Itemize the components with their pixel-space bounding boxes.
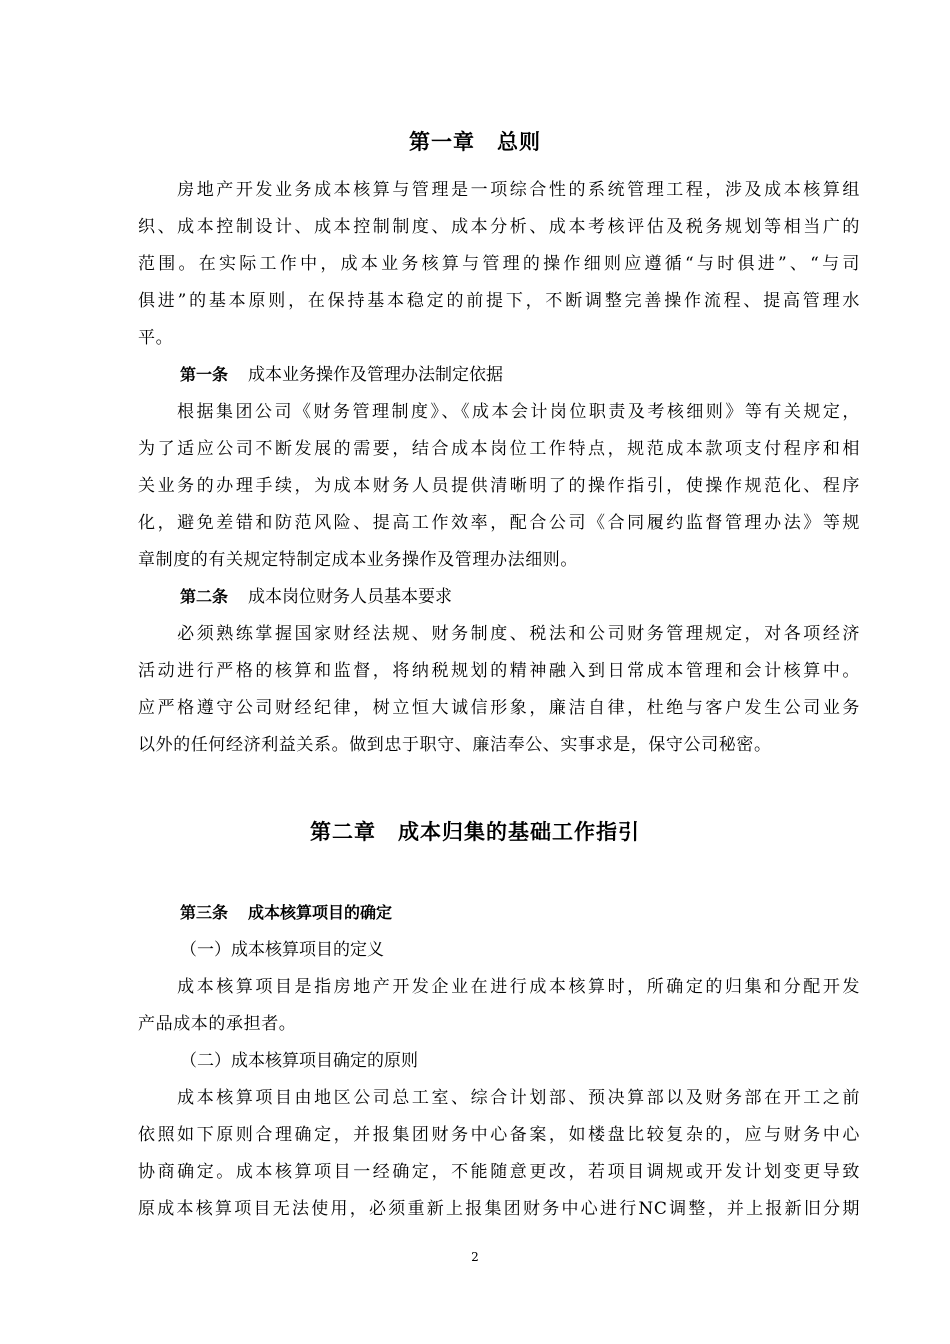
article-3-sub2-line: 成本核算项目由地区公司总工室、综合计划部、预决算部以及财务部在开工之前 (138, 1088, 860, 1108)
article-1-line: 关业务的办理手续，为成本财务人员提供清晰明了的操作指引，使操作规范化、程序 (138, 476, 860, 496)
article-3-sub2-line: 依照如下原则合理确定，并报集团财务中心备案，如楼盘比较复杂的，应与财务中心 (138, 1125, 860, 1145)
article-1-heading (180, 365, 503, 385)
chapter-1-intro-line: 平。 (138, 328, 174, 348)
article-1-title: 成本业务操作及管理办法制定依据 (248, 365, 504, 385)
page-number: 2 (471, 1250, 479, 1264)
article-1-number: 第一条 (180, 365, 229, 384)
article-3-sub2-line: 协商确定。成本核算项目一经确定，不能随意更改，若项目调规或开发计划变更导致 (138, 1162, 860, 1182)
chapter-1-intro-line: 范围。在实际工作中，成本业务核算与管理的操作细则应遵循“与时俱进”、“与司 (138, 254, 860, 274)
article-3-subheading-1: （一）成本核算项目的定义 (180, 940, 384, 960)
article-1-line: 根据集团公司《财务管理制度》、《成本会计岗位职责及考核细则》等有关规定， (138, 402, 860, 422)
article-2-line: 必须熟练掌握国家财经法规、财务制度、税法和公司财务管理规定，对各项经济 (138, 624, 860, 644)
article-3-heading (180, 903, 392, 923)
article-2-line: 应严格遵守公司财经纪律，树立恒大诚信形象，廉洁自律，杜绝与客户发生公司业务 (138, 698, 860, 718)
chapter-1-title: 第一章 总则 (409, 130, 541, 154)
chapter-1-intro-line: 织、成本控制设计、成本控制制度、成本分析、成本考核评估及税务规划等相当广的 (138, 217, 860, 237)
article-2-number: 第二条 (180, 587, 229, 606)
chapter-1-intro-line: 房地产开发业务成本核算与管理是一项综合性的系统管理工程，涉及成本核算组 (138, 180, 860, 200)
article-3-sub2-line: 原成本核算项目无法使用，必须重新上报集团财务中心进行NC调整，并上报新旧分期 (138, 1199, 860, 1219)
article-3-subheading-2: （二）成本核算项目确定的原则 (180, 1051, 418, 1071)
article-3-title: 成本核算项目的确定 (248, 903, 393, 922)
article-1-line: 化，避免差错和防范风险、提高工作效率，配合公司《合同履约监督管理办法》等规 (138, 513, 860, 533)
article-2-line: 以外的任何经济利益关系。做到忠于职守、廉洁奉公、实事求是，保守公司秘密。 (138, 735, 772, 755)
article-2-heading (180, 587, 452, 607)
article-3-number: 第三条 (180, 903, 229, 922)
article-3-sub1-line: 产品成本的承担者。 (138, 1014, 297, 1034)
article-3-sub1-line: 成本核算项目是指房地产开发企业在进行成本核算时，所确定的归集和分配开发 (138, 977, 860, 997)
chapter-1-intro-line: 俱进”的基本原则，在保持基本稳定的前提下，不断调整完善操作流程、提高管理水 (138, 291, 860, 311)
article-2-title: 成本岗位财务人员基本要求 (248, 587, 453, 607)
article-1-line: 章制度的有关规定特制定成本业务操作及管理办法细则。 (138, 550, 578, 570)
chapter-2-title: 第二章 成本归集的基础工作指引 (310, 820, 640, 844)
article-2-line: 活动进行严格的核算和监督，将纳税规划的精神融入到日常成本管理和会计核算中。 (138, 661, 860, 681)
article-1-line: 为了适应公司不断发展的需要，结合成本岗位工作特点，规范成本款项支付程序和相 (138, 439, 860, 459)
